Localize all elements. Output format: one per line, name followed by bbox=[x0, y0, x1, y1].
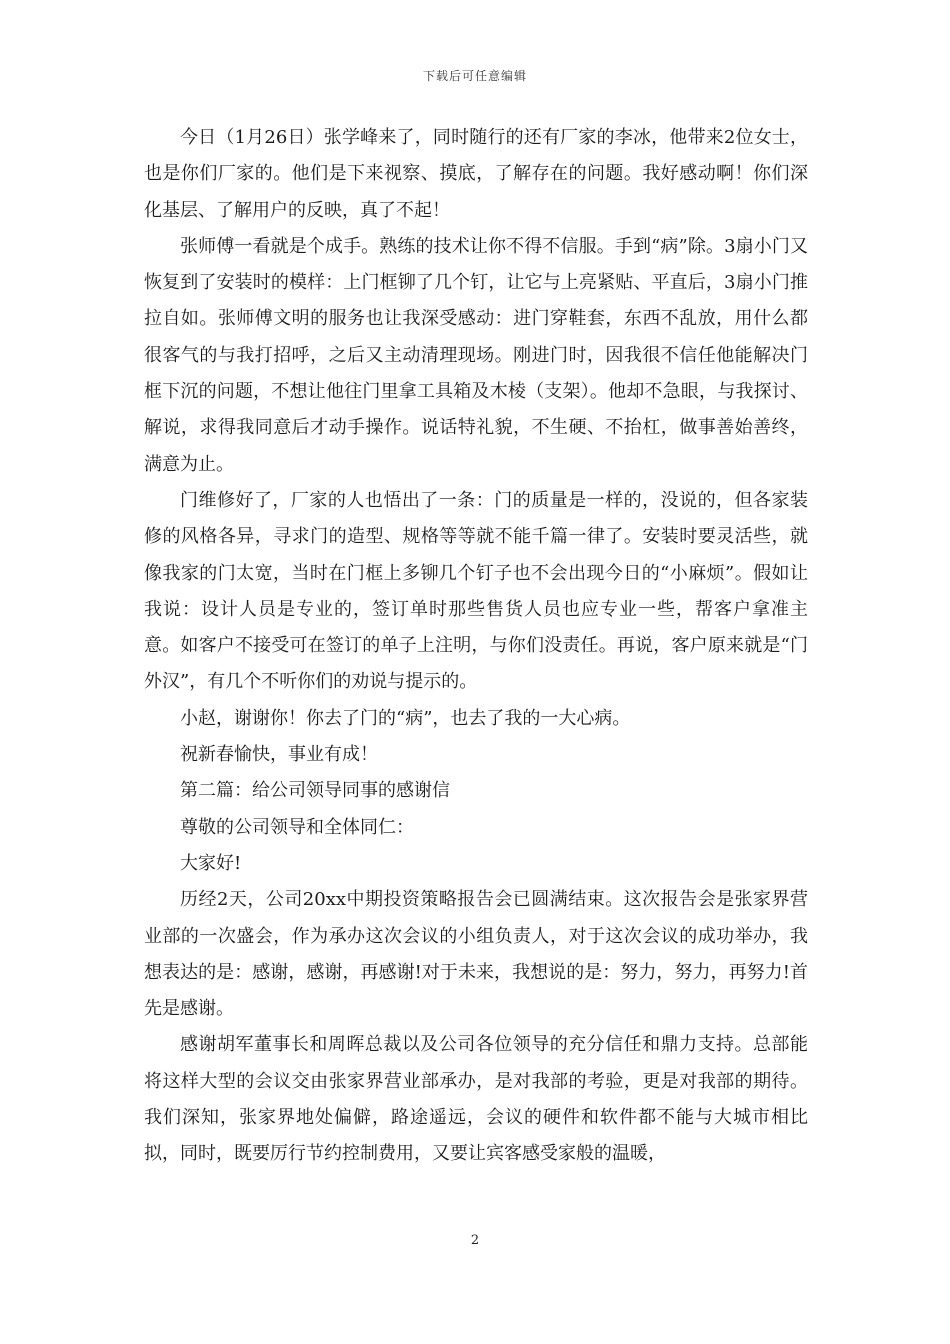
paragraph: 门维修好了，厂家的人也悟出了一条：门的质量是一样的，没说的，但各家装修的风格各异，寻求门的造型、规格等等就不能千篇一律了。安装时要灵活些，就像我家的门太宽，当时在门框上多铆几个钉子也不会出现今日的“小麻烦”。假如让我说：设计人员是专业的，签订单时那些售货人员也应专业一些，帮客户拿准主意。如客户不接受可在签订的单子上注明，与你们没责任。再说，客户原来就是“门外汉”，有几个不听你们的劝说与提示的。 bbox=[144, 489, 808, 693]
salutation: 尊敬的公司领导和全体同仁： bbox=[180, 816, 414, 838]
paragraph: 祝新春愉快，事业有成！ bbox=[180, 744, 378, 766]
paragraph: 感谢胡军董事长和周晖总裁以及公司各位领导的充分信任和鼎力支持。总部能将这样大型的会议交由张家界营业部承办，是对我部的考验，更是对我部的期待。我们深知，张家界地处偏僻，路途遥远，会议的硬件和软件都不能与大城市相比拟，同时，既要厉行节约控制费用，又要让宾客感受家般的温暖， bbox=[144, 1034, 808, 1165]
paragraph: 今日（1月26日）张学峰来了，同时随行的还有厂家的李冰，他带来2位女士，也是你们厂家的。他们是下来视察、摸底，了解存在的问题。我好感动啊！你们深化基层、了解用户的反映，真了不起！ bbox=[144, 127, 808, 221]
paragraph: 小赵，谢谢你！你去了门的“病”，也去了我的一大心病。 bbox=[180, 707, 631, 729]
document-body bbox=[144, 120, 808, 1173]
greeting: 大家好! bbox=[180, 852, 242, 874]
section-title: 第二篇：给公司领导同事的感谢信 bbox=[180, 780, 450, 802]
paragraph: 历经2天，公司20xx中期投资策略报告会已圆满结束。这次报告会是张家界营业部的一次盛会，作为承办这次会议的小组负责人，对于这次会议的成功举办，我想表达的是：感谢，感谢，再感谢!对于未来，我想说的是：努力，努力，再努力!首先是感谢。 bbox=[144, 889, 808, 1020]
page-header: 下载后可任意编辑 bbox=[422, 69, 527, 83]
page-number: 2 bbox=[470, 1233, 480, 1248]
paragraph: 张师傅一看就是个成手。熟练的技术让你不得不信服。手到“病”除。3扇小门又恢复到了安装时的模样：上门框铆了几个钉，让它与上亮紧贴、平直后，3扇小门推拉自如。张师傅文明的服务也让我深受感动：进门穿鞋套，东西不乱放，用什么都很客气的与我打招呼，之后又主动清理现场。刚进门时，因我很不信任他能解决门框下沉的问题，不想让他往门里拿工具箱及木棱（支架）。他却不急眼，与我探讨、解说，求得我同意后才动手操作。说话特礼貌，不生硬、不抬杠，做事善始善终，满意为止。 bbox=[144, 235, 808, 475]
